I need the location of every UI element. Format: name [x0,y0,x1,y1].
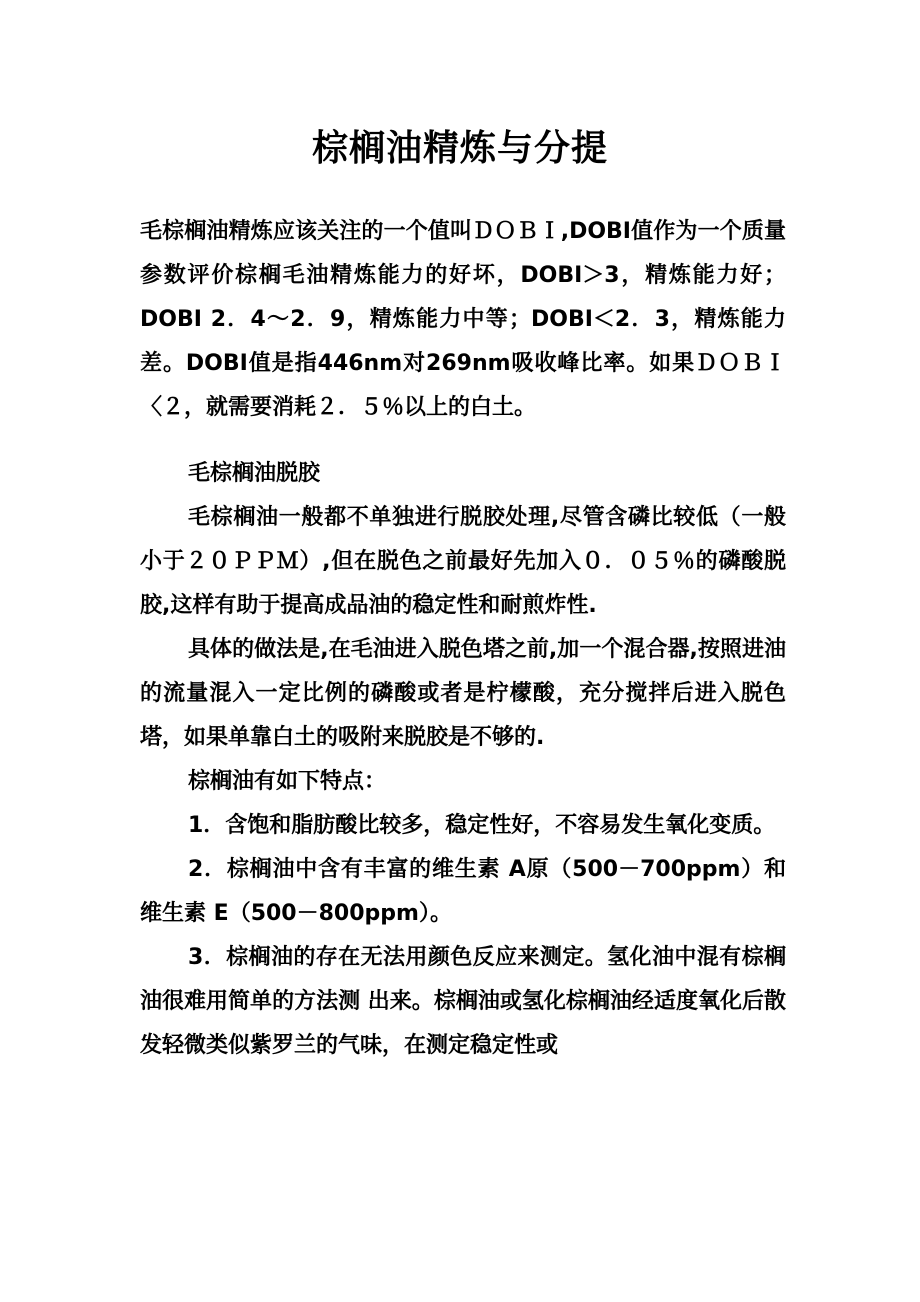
paragraph-method: 具体的做法是,在毛油进入脱色塔之前,加一个混合器,按照进油的流量混入一定比例的磷酸或者是柠檬酸，充分搅拌后进入脱色塔，如果单靠白土的吸附来脱胶是不够的. [140,637,786,750]
paragraph-features-heading: 棕榈油有如下特点： [188,769,387,794]
paragraph-dobi-intro: 毛棕榈油精炼应该关注的一个值叫ＤＯＢＩ,DOBI值作为一个质量参数评价棕榈毛油精炼能力的好坏，DOBI＞3，精炼能力好；DOBI 2．4～2．9，精炼能力中等；DOBI＜2．3，精炼能力差。DOBI值是指446nm对269nm吸收峰比率。如果ＤＯＢＩ〈２，就需要消耗２．５％以上的白土。 [140,219,786,420]
list-item-feature-1: 1．含饱和脂肪酸比较多，稳定性好，不容易发生氧化变质。 [188,813,776,838]
section-heading-degumming: 毛棕榈油脱胶 [188,461,321,486]
document-body [140,210,786,1068]
paragraph-degumming: 毛棕榈油一般都不单独进行脱胶处理,尽管含磷比较低（一般小于２０ＰＰＭ）,但在脱色之前最好先加入０．０５％的磷酸脱胶,这样有助于提高成品油的稳定性和耐煎炸性. [140,505,786,618]
list-item-feature-3: 3．棕榈油的存在无法用颜色反应来测定。氢化油中混有棕榈油很难用简单的方法测 出来。棕榈油或氢化棕榈油经适度氧化后散发轻微类似紫罗兰的气味，在测定稳定性或 [140,945,786,1058]
document-title: 棕榈油精炼与分提 [311,128,608,169]
list-item-feature-2: 2．棕榈油中含有丰富的维生素 A原（500－700ppm）和维生素 E（500－800ppm）。 [140,857,786,926]
